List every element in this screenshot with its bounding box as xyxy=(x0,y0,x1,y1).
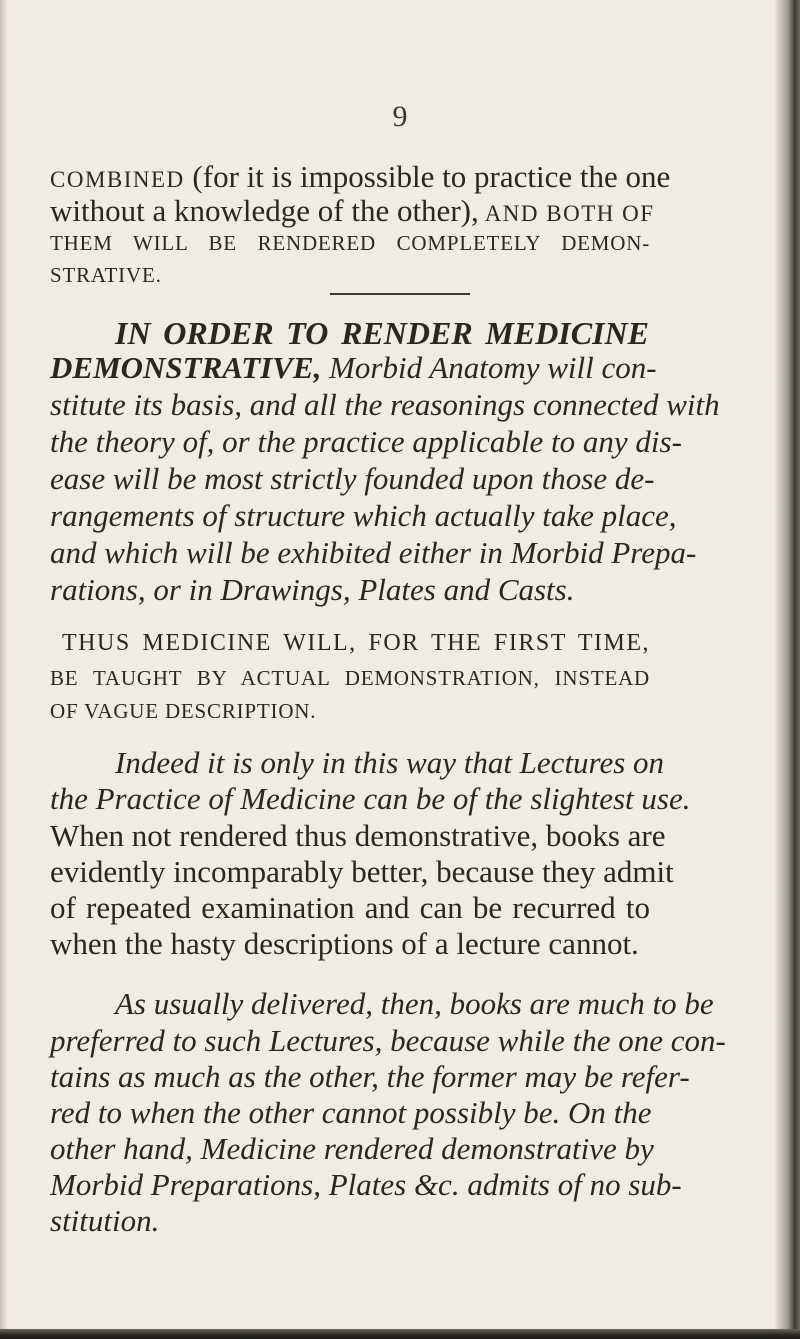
text-line-22: As usually delivered, then, books are much to be xyxy=(115,986,714,1021)
text-run: without a knowledge of the other), xyxy=(50,193,479,228)
smallcaps-run: AND BOTH OF xyxy=(478,201,655,226)
text-line-25: red to when the other cannot possibly be. On the xyxy=(50,1095,652,1130)
text-line-26: other hand, Medicine rendered demonstrative by xyxy=(50,1131,654,1166)
text-line-15: OF VAGUE DESCRIPTION. xyxy=(50,699,317,723)
text-line-10: rangements of structure which actually take place, xyxy=(50,498,677,533)
text-line-9: ease will be most strictly founded upon those de- xyxy=(50,461,655,496)
text-line-19: evidently incomparably better, because they admit xyxy=(50,854,674,889)
text-line-21: when the hasty descriptions of a lecture cannot. xyxy=(50,926,639,961)
text-line-18: When not rendered thus demonstrative, books are xyxy=(50,818,666,853)
heading-line: IN ORDER TO RENDER MEDICINE xyxy=(115,315,649,351)
text-line-3: THEM WILL BE RENDERED COMPLETELY DEMON- xyxy=(50,231,650,255)
text-line-7: stitute its basis, and all the reasonings connected with xyxy=(50,387,720,422)
text-line-16: Indeed it is only in this way that Lectures on xyxy=(115,745,665,780)
text-line-27: Morbid Preparations, Plates &c. admits of no sub- xyxy=(50,1167,682,1202)
text-run: (for it is impossible to practice the one xyxy=(184,159,671,194)
page-number: 9 xyxy=(392,100,408,133)
text-line-20: of repeated examination and can be recurred to xyxy=(50,890,650,925)
smallcaps-run: COMBINED xyxy=(50,167,185,192)
text-line-4: STRATIVE. xyxy=(50,263,162,287)
text-line-8: the theory of, or the practice applicable to any dis- xyxy=(50,424,682,459)
text-line-13: THUS MEDICINE WILL, FOR THE FIRST TIME, xyxy=(62,630,650,656)
emphasis-run: DEMONSTRATIVE, xyxy=(50,350,322,385)
text-line-23: preferred to such Lectures, because while the one con- xyxy=(50,1023,726,1058)
text-line-17: the Practice of Medicine can be of the slightest use. xyxy=(50,781,691,816)
text-line-24: tains as much as the other, the former may be refer- xyxy=(50,1059,690,1094)
text-line-28: stitution. xyxy=(50,1203,160,1238)
section-divider-rule xyxy=(330,293,470,295)
text-line-6 xyxy=(50,349,657,387)
text-run: Morbid Anatomy will con- xyxy=(321,350,657,385)
text-line-11: and which will be exhibited either in Morbid Prepa- xyxy=(50,535,697,570)
text-line-12: rations, or in Drawings, Plates and Casts. xyxy=(50,572,575,607)
text-line-14: BE TAUGHT BY ACTUAL DEMONSTRATION, INSTEAD xyxy=(50,666,650,690)
